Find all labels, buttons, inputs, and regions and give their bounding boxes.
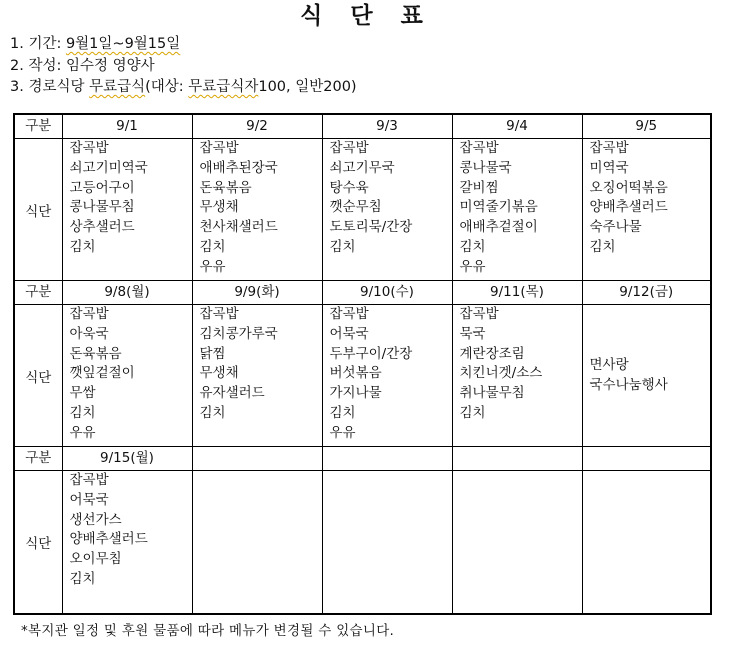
place-suffix-b: 100, 일반200) [258,79,357,95]
menu-item: 오이무침 [69,551,122,568]
menu-item: 아욱국 [69,325,109,342]
menu-item: 잡곡밥 [69,472,109,488]
menu-item: 김치 [459,404,486,421]
menu-item: 무쌈 [69,385,96,402]
date-cell: 9/1 [62,114,192,139]
menu-cell-empty [322,471,452,615]
week1-menu-row [14,139,711,281]
menu-item: 잡곡밥 [329,306,369,322]
menu-cell [62,305,192,447]
week3-header-row [14,447,711,471]
menu-item: 국수나눔행사 [589,376,668,393]
page-title: 식 단 표 [300,3,433,29]
menu-item: 유자샐러드 [199,385,265,402]
menu-item: 김치 [459,238,486,255]
date-cell: 9/2 [192,114,322,139]
category-label: 구분 [14,281,62,305]
menu-item: 취나물무침 [459,385,525,402]
info-author [10,56,357,78]
menu-cell [452,139,582,281]
menu-item: 김치 [69,238,96,255]
menu-item: 김치 [69,404,96,421]
menu-item: 김치 [329,404,356,421]
week2-header-row [14,281,711,305]
menu-item: 김치콩가루국 [199,325,278,342]
date-cell: 9/5 [582,114,711,139]
date-cell: 9/12(금) [582,281,711,305]
date-cell: 9/11(목) [452,281,582,305]
menu-item: 무생채 [199,365,239,382]
menu-item: 생선가스 [69,511,122,528]
menu-item: 김치 [199,238,226,255]
place-target: 무료급식자 [188,79,259,95]
meal-label: 식단 [14,305,62,447]
menu-item: 김치 [69,570,96,587]
menu-item: 우유 [69,424,96,441]
menu-item: 묵국 [459,325,486,342]
menu-item: 계란장조림 [459,345,525,362]
menu-item: 닭찜 [199,345,226,362]
menu-item: 고등어구이 [69,179,135,196]
menu-item: 양배추샐러드 [589,199,668,216]
menu-table [13,113,712,615]
menu-item: 잡곡밥 [69,140,109,156]
menu-item: 어묵국 [69,491,109,508]
menu-cell [192,305,322,447]
menu-item: 천사채샐러드 [199,219,278,236]
menu-cell-empty [452,471,582,615]
date-cell [582,447,711,471]
info-block [10,34,357,99]
menu-item: 깻순무침 [329,199,382,216]
category-label: 구분 [14,114,62,139]
menu-item: 두부구이/간장 [329,345,413,362]
date-cell: 9/8(월) [62,281,192,305]
menu-item: 상추샐러드 [69,219,135,236]
week3-menu-row [14,471,711,615]
place-suffix-a: (대상: [145,79,189,95]
date-cell: 9/4 [452,114,582,139]
menu-item: 잡곡밥 [459,306,499,322]
period-value: 9월1일~9월15일 [65,36,181,52]
menu-cell [582,139,711,281]
menu-item: 숙주나물 [589,219,642,236]
place-value: 무료급식 [89,79,146,95]
menu-item: 미역국 [589,159,629,176]
date-cell [192,447,322,471]
menu-item: 버섯볶음 [329,365,382,382]
place-prefix: 3. 경로식당 [10,79,90,95]
menu-item: 김치 [329,238,356,255]
menu-item: 잡곡밥 [199,306,239,322]
menu-item: 콩나물무침 [69,199,135,216]
menu-item: 애배추겉절이 [459,219,538,236]
author-value: 임수정 영양사 [65,57,155,74]
period-label: 1. 기간: [10,36,66,52]
menu-item: 잡곡밥 [589,140,629,156]
menu-cell [192,139,322,281]
week2-menu-row [14,305,711,447]
author-label: 2. 작성: [10,57,66,74]
date-cell [322,447,452,471]
menu-item: 김치 [199,404,226,421]
menu-item: 잡곡밥 [69,306,109,322]
info-period [10,34,357,56]
menu-item: 김치 [589,238,616,255]
menu-item: 우유 [459,258,486,275]
menu-cell [452,305,582,447]
menu-item: 돈육볶음 [199,179,252,196]
menu-item: 도토리묵/간장 [329,219,413,236]
menu-item: 잡곡밥 [199,140,239,156]
menu-cell [322,305,452,447]
menu-item: 무생채 [199,199,239,216]
menu-item: 면사랑 [589,356,629,373]
menu-item: 애배추된장국 [199,159,278,176]
menu-cell-empty [192,471,322,615]
date-cell: 9/3 [322,114,452,139]
menu-item: 콩나물국 [459,159,512,176]
menu-item: 가지나물 [329,385,382,402]
menu-item: 쇠고기미역국 [69,159,148,176]
menu-item: 우유 [329,424,356,441]
date-cell [452,447,582,471]
menu-cell [62,139,192,281]
category-label: 구분 [14,447,62,471]
meal-label: 식단 [14,139,62,281]
menu-item: 돈육볶음 [69,345,122,362]
menu-item: 미역줄기볶음 [459,199,538,216]
menu-item: 어묵국 [329,325,369,342]
date-cell: 9/9(화) [192,281,322,305]
menu-item: 치킨너겟/소스 [459,365,543,382]
info-place [10,77,357,99]
menu-item: 우유 [199,258,226,275]
date-cell: 9/15(월) [62,447,192,471]
menu-item: 잡곡밥 [329,140,369,156]
footnote: *복지관 일정 및 후원 물품에 따라 메뉴가 변경될 수 있습니다. [21,623,395,639]
menu-item: 탕수육 [329,179,369,196]
menu-item: 양배추샐러드 [69,531,148,548]
date-cell: 9/10(수) [322,281,452,305]
menu-item: 오징어떡볶음 [589,179,668,196]
menu-cell [322,139,452,281]
menu-item: 갈비찜 [459,179,499,196]
menu-cell-empty [582,471,711,615]
menu-cell [582,305,711,447]
menu-item: 잡곡밥 [459,140,499,156]
menu-item: 깻잎겉절이 [69,365,135,382]
week1-header-row [14,114,711,139]
meal-label: 식단 [14,471,62,615]
menu-item: 쇠고기무국 [329,159,395,176]
menu-cell [62,471,192,615]
